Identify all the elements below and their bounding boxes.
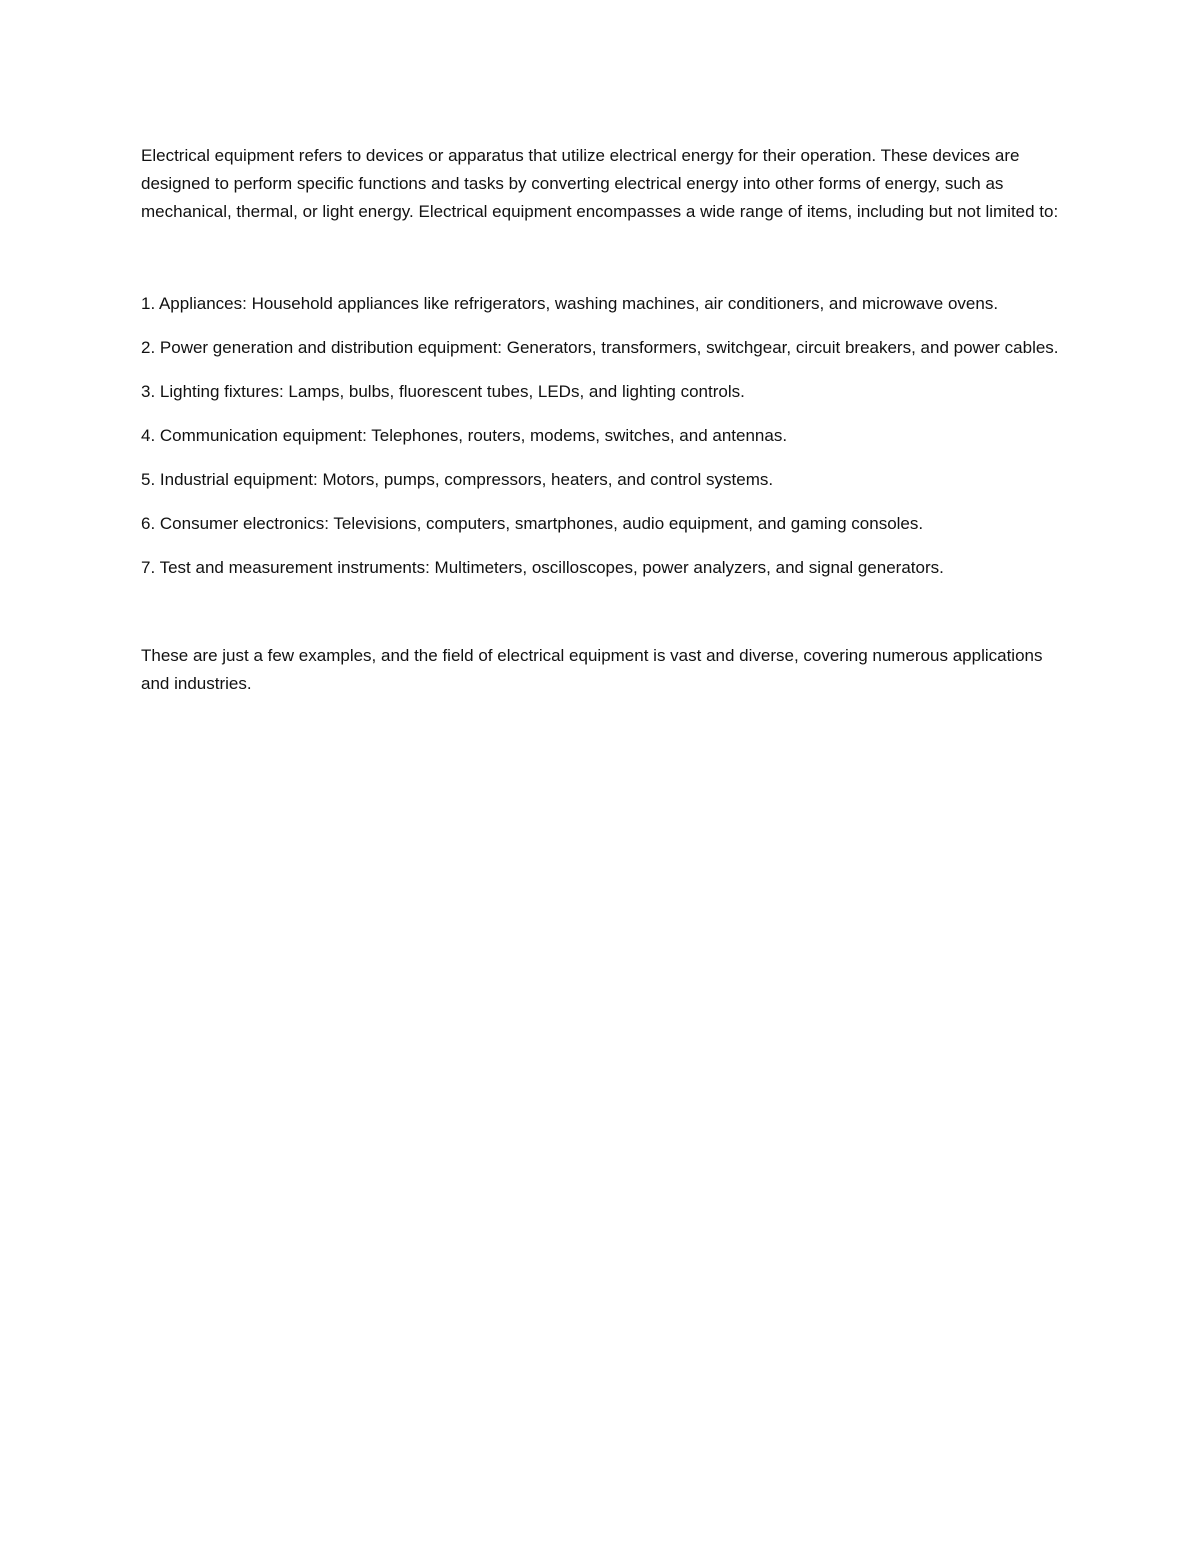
- list-item: 3. Lighting fixtures: Lamps, bulbs, fluorescent tubes, LEDs, and lighting controls.: [141, 382, 745, 401]
- list-item: 6. Consumer electronics: Televisions, computers, smartphones, audio equipment, and gaming consoles.: [141, 514, 924, 533]
- list-item: 1. Appliances: Household appliances like refrigerators, washing machines, air conditioners, and microwave ovens.: [141, 294, 999, 313]
- list-item: 5. Industrial equipment: Motors, pumps, compressors, heaters, and control systems.: [141, 470, 774, 489]
- list-item: 2. Power generation and distribution equipment: Generators, transformers, switchgear, circuit breakers, and power cables.: [141, 338, 1059, 357]
- closing-paragraph: These are just a few examples, and the field of electrical equipment is vast and diverse, covering numerous applications and industries.: [141, 646, 1043, 693]
- list-item: 7. Test and measurement instruments: Multimeters, oscilloscopes, power analyzers, and signal generators.: [141, 558, 944, 577]
- list-item: 4. Communication equipment: Telephones, routers, modems, switches, and antennas.: [141, 426, 788, 445]
- intro-paragraph: Electrical equipment refers to devices or apparatus that utilize electrical energy for their operation. These devices are designed to perform specific functions and tasks by converting electrical energy into other forms of energy, such as mechanical, thermal, or light energy. Electrical equipment encompasses a wide range of items, including but not limited to:: [141, 146, 1059, 221]
- document-body: [141, 142, 1061, 698]
